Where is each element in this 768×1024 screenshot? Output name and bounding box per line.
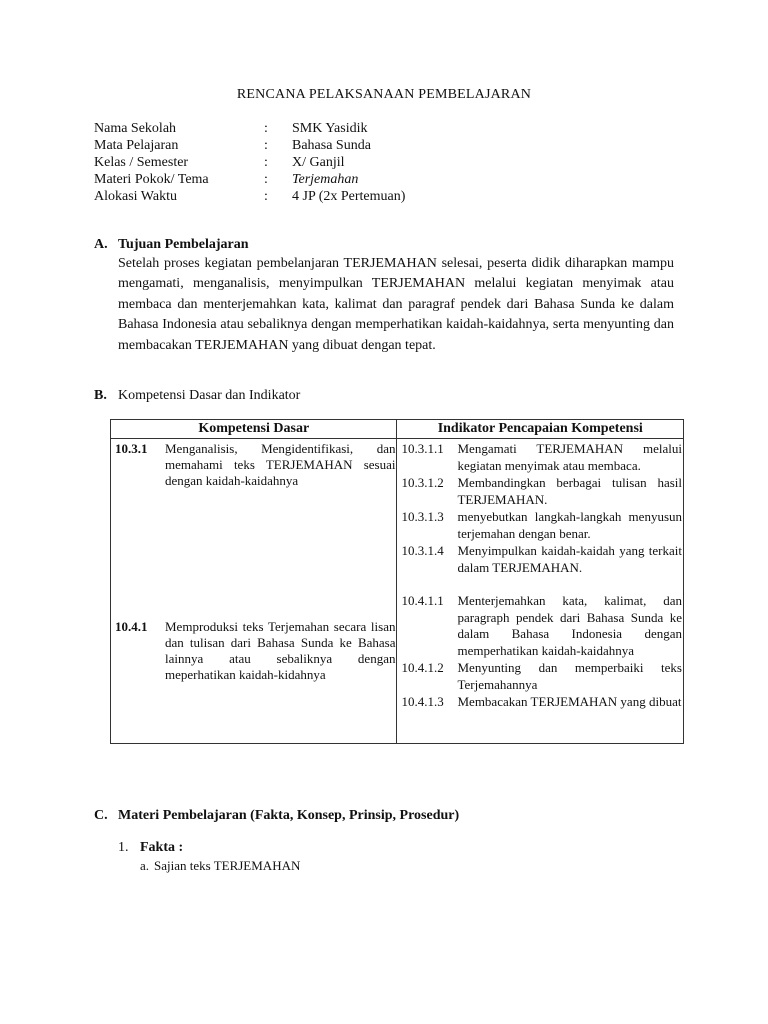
identity-label: Mata Pelajaran — [94, 138, 179, 153]
table-row — [111, 439, 684, 744]
indicator-item — [401, 441, 682, 474]
identity-label: Materi Pokok/ Tema — [94, 172, 209, 187]
indicator-text: menyebutkan langkah-langkah menyusun terjemahan dengan benar. — [457, 509, 682, 541]
indicator-item — [401, 660, 682, 693]
section-title: Kompetensi Dasar dan Indikator — [118, 388, 301, 403]
indicator-code: 10.3.1.4 — [401, 543, 444, 558]
sub-list-letter: a. — [140, 858, 150, 873]
indicator-item — [401, 593, 682, 659]
kd-cell — [111, 439, 397, 744]
table-header: Kompetensi Dasar — [111, 420, 397, 439]
indicator-cell — [397, 439, 684, 744]
section-c-heading — [94, 808, 459, 824]
identity-label: Kelas / Semester — [94, 155, 189, 170]
identity-row — [94, 137, 592, 154]
kd-code: 10.3.1 — [115, 441, 148, 456]
kd-item — [115, 441, 395, 489]
table-header: Indikator Pencapaian Kompetensi — [397, 420, 684, 439]
identity-value: X/ Ganjil — [292, 155, 345, 170]
section-letter: A. — [94, 237, 108, 252]
indicator-text: Membacakan TERJEMAHAN yang dibuat — [457, 694, 682, 709]
list-number: 1. — [118, 840, 129, 855]
identity-row — [94, 120, 592, 137]
section-title: Tujuan Pembelajaran — [118, 237, 249, 252]
indicator-text: Mengamati TERJEMAHAN melalui kegiatan menyimak atau membaca. — [457, 441, 682, 473]
indicator-code: 10.3.1.3 — [401, 509, 444, 524]
section-a-paragraph: Setelah proses kegiatan pembelanjaran TERJEMAHAN selesai, peserta didik diharapkan mampu mengamati, menganalisis, menyimpulkan TERJEMAHAN melalui kegiatan menyimak atau membaca dan menterjemahkan kata, kalimat dan paragraf pendek dari Bahasa Sunda ke dalam Bahasa Indonesia atau sebaliknya dengan memperhatikan kaidah-kaidahnya, serta menyunting dan membacakan TERJEMAHAN yang dibuat dengan tepat. — [118, 256, 674, 353]
indicator-text: Menyimpulkan kaidah-kaidah yang terkait dalam TERJEMAHAN. — [457, 543, 682, 575]
indicator-code: 10.4.1.1 — [401, 593, 444, 608]
kd-text: Menganalisis, Mengidentifikasi, dan memahami teks TERJEMAHAN sesuai dengan kaidah-kaidahnya — [165, 441, 396, 488]
identity-value: Terjemahan — [292, 172, 359, 187]
indicator-text: Membandingkan berbagai tulisan hasil TERJEMAHAN. — [457, 475, 682, 507]
identity-block — [94, 120, 592, 205]
indicator-item — [401, 475, 682, 508]
kd-item — [115, 619, 395, 683]
identity-label: Alokasi Waktu — [94, 189, 177, 204]
section-letter: B. — [94, 388, 107, 403]
indicator-item — [401, 543, 682, 576]
competency-table — [110, 419, 684, 744]
indicator-code: 10.3.1.1 — [401, 441, 444, 456]
list-label: Fakta : — [140, 840, 184, 855]
identity-colon: : — [264, 121, 268, 136]
sub-list-item — [140, 858, 300, 874]
kd-code: 10.4.1 — [115, 619, 148, 634]
identity-row — [94, 188, 592, 205]
indicator-text: Menyunting dan memperbaiki teks Terjemahannya — [457, 660, 682, 692]
indicator-code: 10.4.1.2 — [401, 660, 444, 675]
indicator-item — [401, 509, 682, 542]
identity-row — [94, 171, 592, 188]
identity-colon: : — [264, 138, 268, 153]
sub-list-text: Sajian teks TERJEMAHAN — [154, 858, 301, 873]
identity-value: SMK Yasidik — [292, 121, 368, 136]
indicator-code: 10.4.1.3 — [401, 694, 444, 709]
identity-label: Nama Sekolah — [94, 121, 177, 136]
identity-value: 4 JP (2x Pertemuan) — [292, 189, 406, 204]
identity-colon: : — [264, 189, 268, 204]
list-item — [118, 840, 183, 856]
indicator-code: 10.3.1.2 — [401, 475, 444, 490]
identity-colon: : — [264, 155, 268, 170]
identity-row — [94, 154, 592, 171]
section-b-heading — [94, 388, 300, 404]
indicator-text: Menterjemahkan kata, kalimat, dan paragraph pendek dari Bahasa Sunda ke dalam Bahasa Indonesia dengan memperhatikan kaidah-kaidahnya — [457, 593, 682, 658]
document-title: RENCANA PELAKSANAAN PEMBELAJARAN — [236, 87, 532, 102]
identity-colon: : — [264, 172, 268, 187]
section-letter: C. — [94, 808, 108, 823]
kd-text: Memproduksi teks Terjemahan secara lisan dan tulisan dari Bahasa Sunda ke Bahasa lainnya atau sebaliknya dengan meperhatikan kaidah-kidahnya — [165, 619, 396, 682]
section-a-heading — [94, 237, 249, 253]
identity-value: Bahasa Sunda — [292, 138, 371, 153]
section-title: Materi Pembelajaran (Fakta, Konsep, Prinsip, Prosedur) — [118, 808, 460, 823]
indicator-item — [401, 694, 682, 711]
